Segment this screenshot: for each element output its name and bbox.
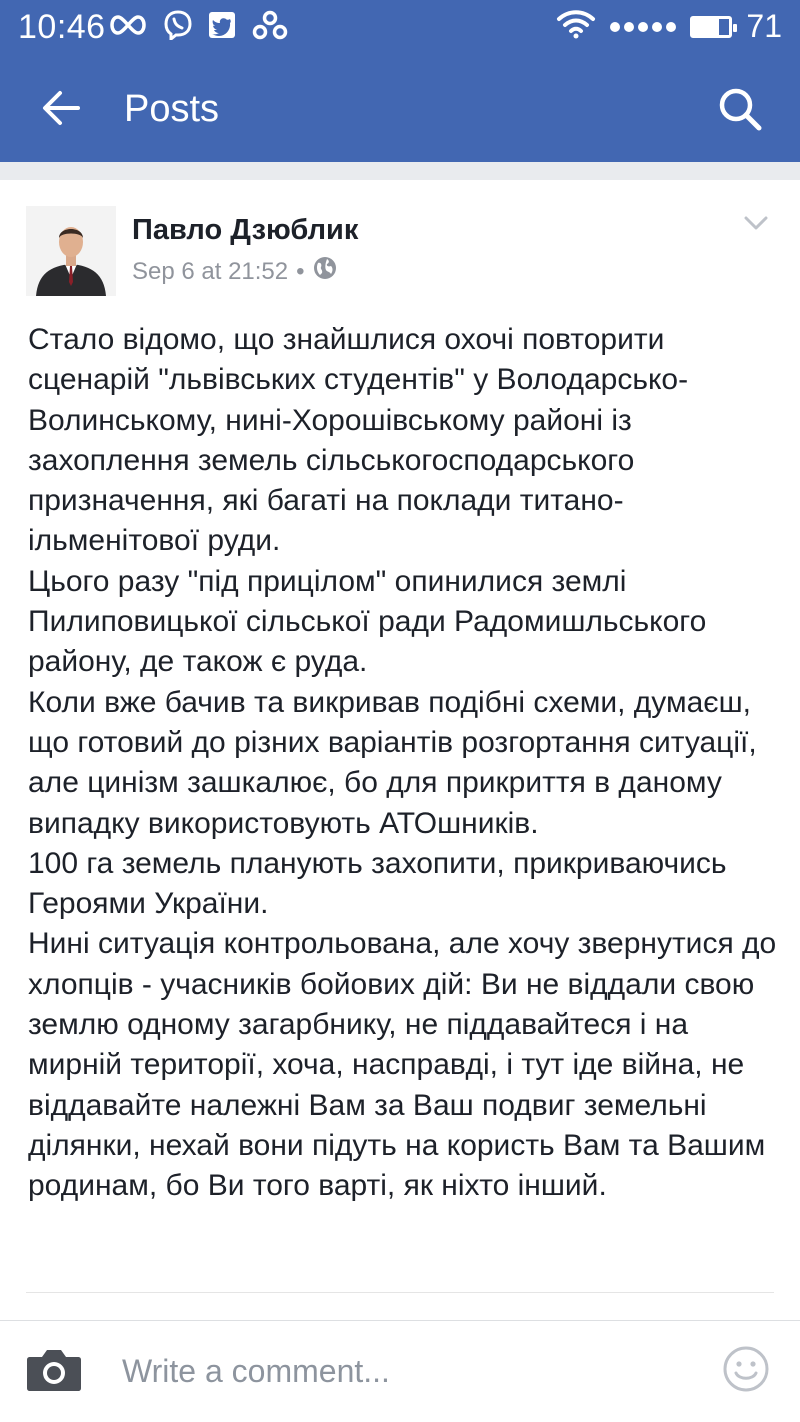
post-body [28, 320, 780, 1207]
link-icon [252, 10, 288, 45]
status-notification-icons [108, 10, 288, 45]
twitter-icon [208, 11, 236, 44]
status-time: 10:46 [18, 8, 106, 46]
camera-button[interactable] [26, 1345, 82, 1393]
status-bar [0, 0, 800, 56]
top-bar [0, 0, 800, 162]
post-menu-button[interactable] [738, 208, 774, 238]
battery-icon [690, 16, 732, 38]
arrow-left-icon [36, 82, 88, 134]
post-paragraph: Нині ситуація контрольована, але хочу звернутися до хлопців - учасників бойових дій: Ви не віддали свою землю одному загарбнику, не піддавайтеся і на мирній території, хоча, насправді, і тут іде війна, не віддавайте належні Вам за Ваш подвиг земельні ділянки, нехай вони підуть на користь Вам та Вашим родинам, бо Ви того варті, як ніхто інший. [28, 927, 777, 1203]
wifi-icon [556, 9, 596, 44]
search-icon [712, 82, 768, 138]
signal-dots-icon [610, 22, 676, 32]
post-paragraph: Стало відомо, що знайшлися охочі повторити сценарій "львівських студентів" у Володарсько-Волинському, нині-Хорошівському районі із захоплення земель сільськогосподарського призначення, які багаті на поклади титано-ільменітової руди. [28, 323, 689, 558]
meta-separator: • [296, 257, 305, 285]
post-timestamp[interactable]: Sep 6 at 21:52 [132, 257, 289, 285]
viber-icon [164, 10, 192, 45]
divider [26, 1292, 774, 1293]
comment-bar [0, 1320, 800, 1422]
page-title: Posts [124, 88, 220, 130]
post-author[interactable]: Павло Дзюблик [132, 214, 359, 246]
emoji-icon [722, 1345, 770, 1393]
infinity-icon [108, 12, 148, 43]
chevron-down-icon [738, 208, 774, 238]
globe-icon [313, 256, 337, 287]
avatar[interactable] [26, 206, 116, 296]
post-paragraph: 100 га земель планують захопити, прикриваючись Героями України. [28, 846, 727, 921]
app-bar [0, 60, 800, 162]
back-button[interactable] [36, 82, 88, 134]
post-meta [132, 256, 337, 287]
post-card [0, 180, 800, 1320]
post-paragraph: Цього разу "під прицілом" опинилися землі Пилиповицької сільської ради Радомишльського району, де також є руда. [28, 564, 707, 679]
post-paragraph: Коли вже бачив та викривав подібні схеми, думаєш, що готовий до різних варіантів розгортання ситуації, але цинізм зашкалює, бо для прикриття в даному випадку використовують АТОшників. [28, 685, 757, 840]
emoji-button[interactable] [722, 1345, 770, 1393]
camera-icon [26, 1345, 82, 1393]
comment-input[interactable] [122, 1341, 692, 1401]
battery-percent: 71 [746, 8, 782, 44]
status-system-icons [556, 8, 782, 45]
search-button[interactable] [712, 82, 768, 138]
